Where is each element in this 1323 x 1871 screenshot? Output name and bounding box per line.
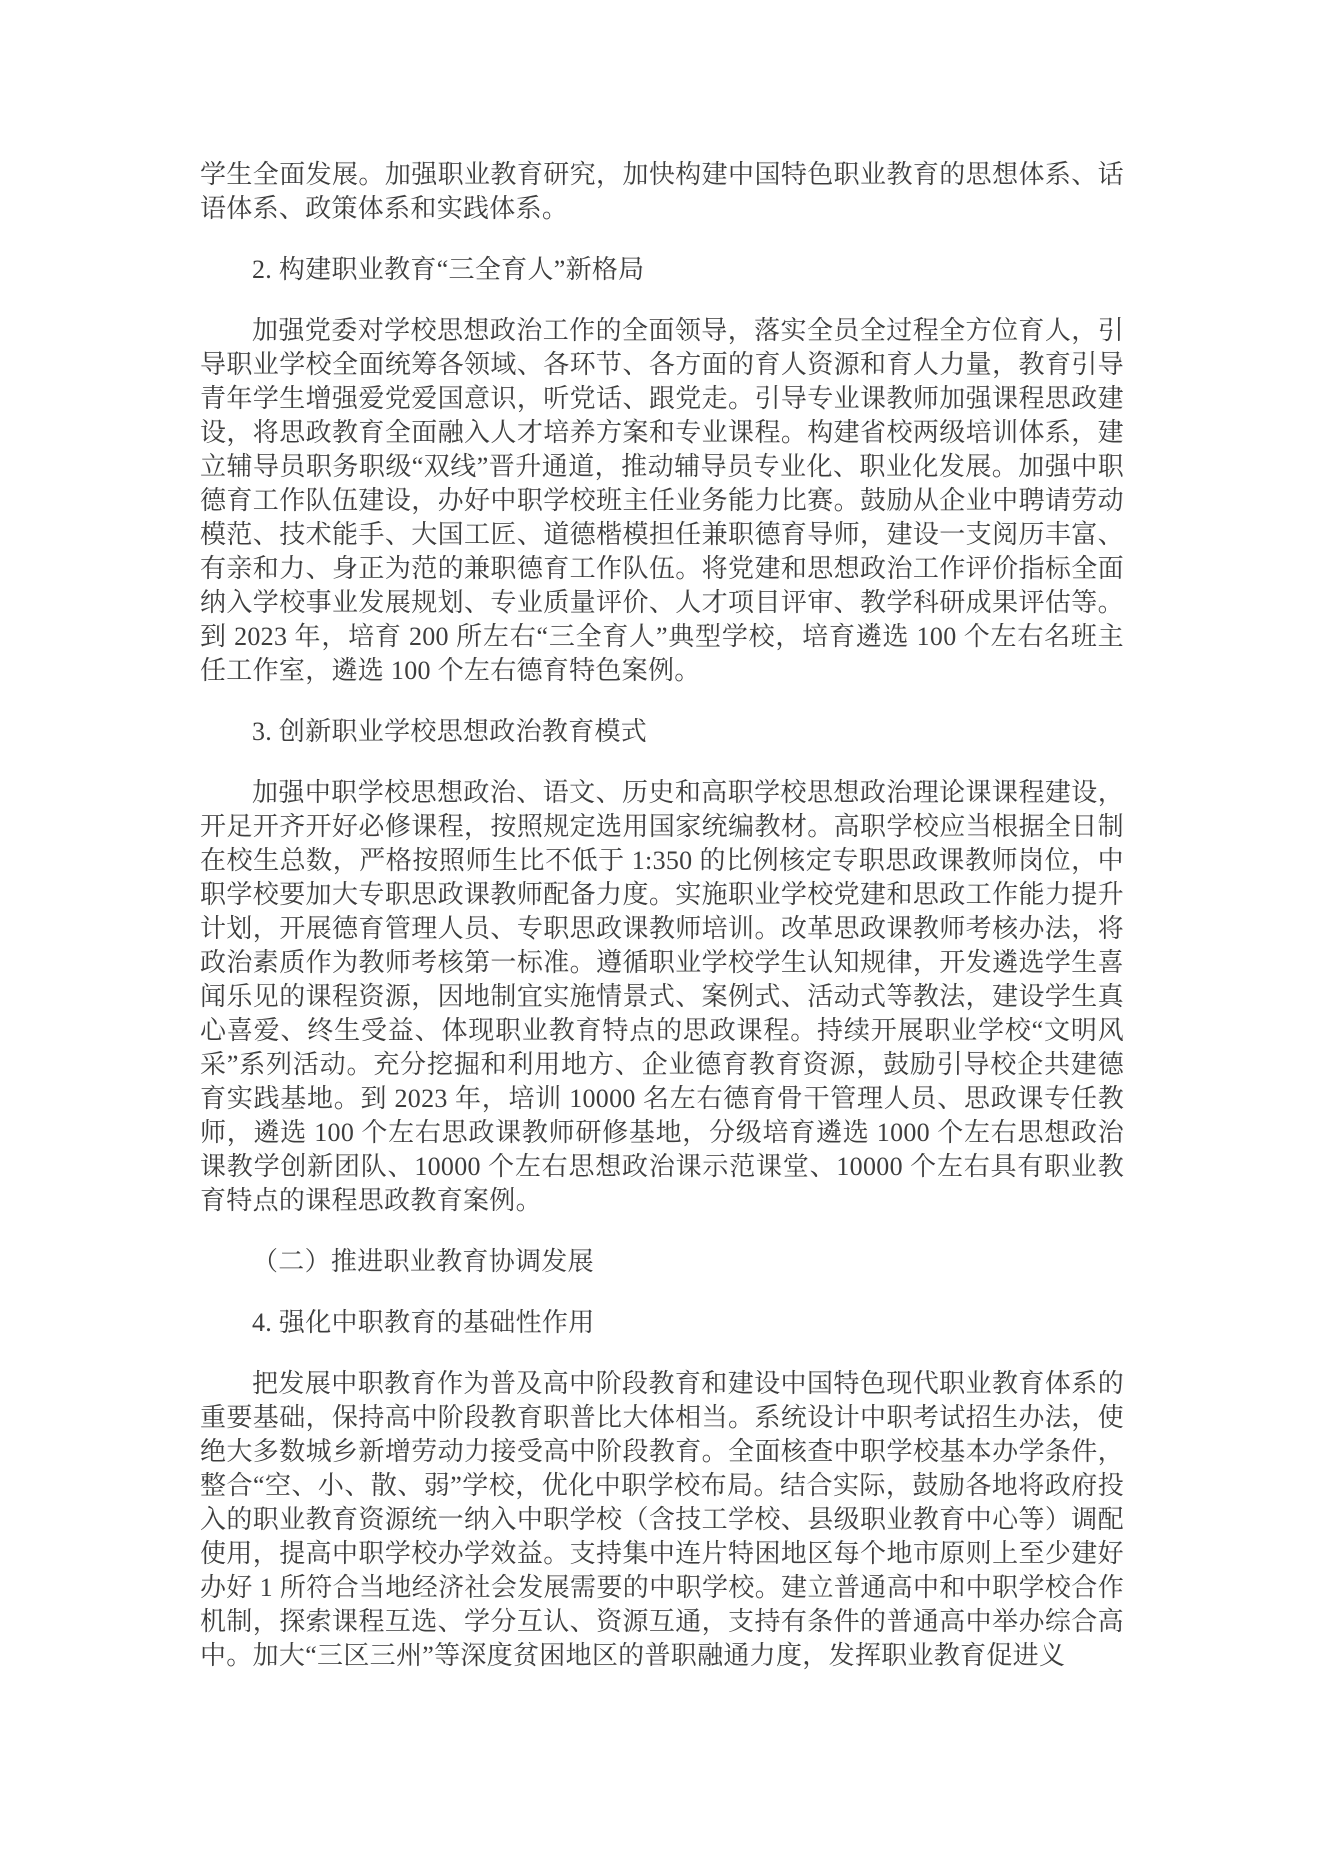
document-body (200, 158, 1124, 1700)
heading-item-2: 2. 构建职业教育“三全育人”新格局 (252, 255, 645, 284)
paragraph-item-3-body: 加强中职学校思想政治、语文、历史和高职学校思想政治理论课课程建设，开足开齐开好必修课程，按照规定选用国家统编教材。高职学校应当根据全日制在校生总数，严格按照师生比不低于 1:350 的比例核定专职思政课教师岗位，中职学校要加大专职思政课教师配备力度。实施职业学校党建和思政工作能力提升计划，开展德育管理人员、专职思政课教师培训。改革思政课教师考核办法，将政治素质作为教师考核第一标准。遵循职业学校学生认知规律，开发遴选学生喜闻乐见的课程资源，因地制宜实施情景式、案例式、活动式等教法，建设学生真心喜爱、终生受益、体现职业教育特点的思政课程。持续开展职业学校“文明风采”系列活动。充分挖掘和利用地方、企业德育教育资源，鼓励引导校企共建德育实践基地。到 2023 年，培训 10000 名左右德育骨干管理人员、思政课专任教师，遴选 100 个左右思政课教师研修基地，分级培育遴选 1000 个左右思想政治课教学创新团队、10000 个左右思想政治课示范课堂、10000 个左右具有职业教育特点的课程思政教育案例。 (200, 778, 1124, 1215)
paragraph-item-4-body: 把发展中职教育作为普及高中阶段教育和建设中国特色现代职业教育体系的重要基础，保持高中阶段教育职普比大体相当。系统设计中职考试招生办法，使绝大多数城乡新增劳动力接受高中阶段教育。全面核查中职学校基本办学条件，整合“空、小、散、弱”学校，优化中职学校布局。结合实际，鼓励各地将政府投入的职业教育资源统一纳入中职学校（含技工学校、县级职业教育中心等）调配使用，提高中职学校办学效益。支持集中连片特困地区每个地市原则上至少建好办好 1 所符合当地经济社会发展需要的中职学校。建立普通高中和中职学校合作机制，探索课程互选、学分互认、资源互通，支持有条件的普通高中举办综合高中。加大“三区三州”等深度贫困地区的普职融通力度，发挥职业教育促进义 (200, 1369, 1124, 1670)
heading-item-4: 4. 强化中职教育的基础性作用 (252, 1308, 595, 1337)
heading-section-2: （二）推进职业教育协调发展 (252, 1247, 594, 1276)
paragraph-item-2-body: 加强党委对学校思想政治工作的全面领导，落实全员全过程全方位育人，引导职业学校全面统筹各领域、各环节、各方面的育人资源和育人力量，教育引导青年学生增强爱党爱国意识，听党话、跟党走。引导专业课教师加强课程思政建设，将思政教育全面融入人才培养方案和专业课程。构建省校两级培训体系，建立辅导员职务职级“双线”晋升通道，推动辅导员专业化、职业化发展。加强中职德育工作队伍建设，办好中职学校班主任业务能力比赛。鼓励从企业中聘请劳动模范、技术能手、大国工匠、道德楷模担任兼职德育导师，建设一支阅历丰富、有亲和力、身正为范的兼职德育工作队伍。将党建和思想政治工作评价指标全面纳入学校事业发展规划、专业质量评价、人才项目评审、教学科研成果评估等。到 2023 年，培育 200 所左右“三全育人”典型学校，培育遴选 100 个左右名班主任工作室，遴选 100 个左右德育特色案例。 (200, 316, 1124, 685)
paragraph-continued-from-previous-page: 学生全面发展。加强职业教育研究，加快构建中国特色职业教育的思想体系、话语体系、政策体系和实践体系。 (200, 160, 1124, 223)
heading-item-3: 3. 创新职业学校思想政治教育模式 (252, 717, 648, 746)
